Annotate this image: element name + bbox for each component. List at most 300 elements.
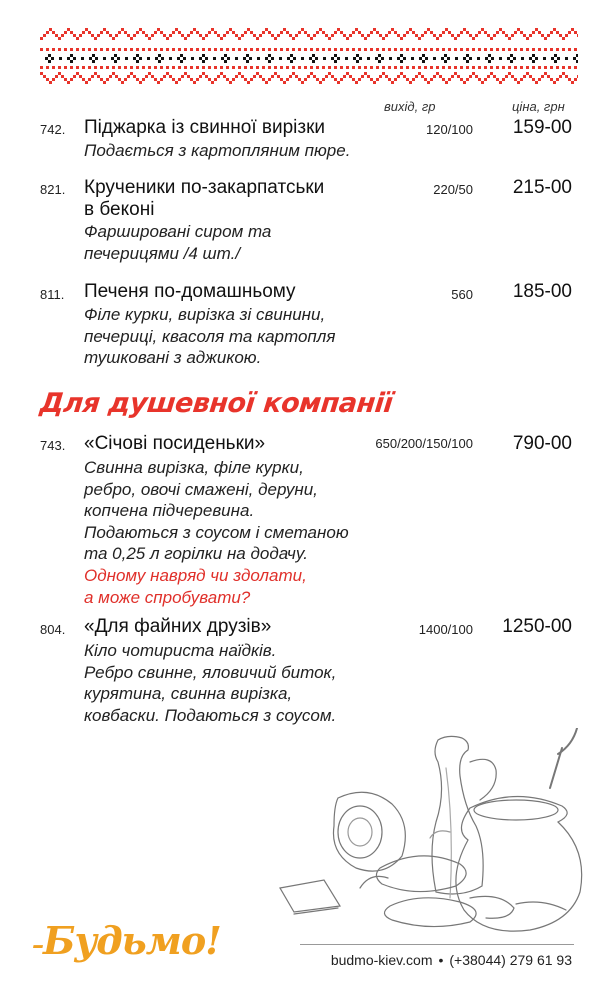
ornament-stitch [448,66,451,69]
ornament-stitch [256,37,259,40]
phone-number[interactable]: (+38044) 279 61 93 [449,952,572,968]
ornament-stitch [139,81,142,84]
item-weight: 220/50 [433,182,473,197]
ornament-stitch [280,31,283,34]
ornament-stitch [490,66,493,69]
ornament-stitch [49,81,52,84]
ornament-stitch [355,28,358,31]
ornament-stitch [411,57,414,60]
ornament-stitch [391,81,394,84]
ornament-stitch [172,78,175,81]
ornament-stitch [169,57,172,60]
ornament-stitch [517,28,520,31]
ornament-stitch [199,34,202,37]
ornament-stitch [577,75,578,78]
ornament-stitch [91,34,94,37]
ornament-stitch [238,66,241,69]
ornament-stitch [166,48,169,51]
ornament-stitch [485,57,488,60]
item-description: Фаршировані сиром та печерицями /4 шт./ [84,222,272,263]
ornament-stitch [85,81,88,84]
ornament-stitch [574,48,577,51]
ornament-stitch [439,75,442,78]
ornament-stitch [88,48,91,51]
ornament-stitch [574,78,577,81]
ornament-stitch [478,48,481,51]
ornament-stitch [334,31,337,34]
item-note: Одному навряд чи здолати, а може спробувати? [84,566,307,607]
ornament-stitch [562,66,565,69]
ornament-stitch [557,57,560,60]
ornament-stitch [502,48,505,51]
ornament-stitch [247,81,250,84]
ornament-stitch [52,66,55,69]
ornament-stitch [136,66,139,69]
ornament-stitch [292,66,295,69]
ornament-stitch [457,75,460,78]
ornament-stitch [187,75,190,78]
ornament-stitch [556,31,559,34]
ornament-stitch [394,78,397,81]
ornament-stitch [94,72,97,75]
ornament-stitch [499,57,502,60]
ornament-stitch [227,57,230,60]
ornament-stitch [147,57,150,60]
item-price: 790-00 [512,433,572,454]
ornament-stitch [334,54,337,57]
ornament-stitch [58,66,61,69]
ornament-stitch [250,78,253,81]
ornament-stitch [49,28,52,31]
ornament-stitch [274,48,277,51]
ornament-stitch [307,34,310,37]
ornament-stitch [280,66,283,69]
ornament-stitch [250,48,253,51]
ornament-stitch [337,57,340,60]
ornament-stitch [455,57,458,60]
ornament-stitch [48,60,51,63]
ornament-stitch [422,60,425,63]
ornament-stitch [316,66,319,69]
ornament-stitch [259,75,262,78]
ornament-stitch [190,66,193,69]
ornament-stitch [466,54,469,57]
ornament-stitch [58,48,61,51]
ornament-stitch [304,78,307,81]
ornament-stitch [547,75,550,78]
ornament-stitch [535,28,538,31]
ornament-stitch [514,48,517,51]
ornament-stitch [475,34,478,37]
ornament-stitch [460,78,463,81]
ornament-stitch [511,75,514,78]
ornament-stitch [76,37,79,40]
ornament-stitch [484,48,487,51]
ornament-stitch [157,81,160,84]
ornament-stitch [422,54,425,57]
ornament-stitch [229,81,232,84]
ornament-stitch [133,34,136,37]
ornament-stitch [181,34,184,37]
ornament-stitch [127,75,130,78]
ornament-stitch [166,72,169,75]
ornament-stitch [319,81,322,84]
ornament-stitch [370,78,373,81]
ornament-stitch [166,66,169,69]
ornament-stitch [484,78,487,81]
ornament-stitch [400,54,403,57]
ornament-stitch [574,31,577,34]
ornament-stitch [48,54,51,57]
ornament-stitch [298,78,301,81]
ornament-stitch [436,37,439,40]
ornament-stitch [454,72,457,75]
ornament-stitch [466,78,469,81]
ornament-stitch [427,28,430,31]
ornament-stitch [526,72,529,75]
ornament-stitch [355,81,358,84]
ornament-stitch [82,78,85,81]
ornament-stitch [493,75,496,78]
ornament-stitch [353,57,356,60]
ornament-stitch [214,78,217,81]
ornament-stitch [562,37,565,40]
ornament-stitch [298,48,301,51]
ornament-stitch [130,72,133,75]
item-weight: 560 [451,287,473,302]
ornament-stitch [145,34,148,37]
ornament-stitch [95,57,98,60]
ornament-stitch [412,31,415,34]
ornament-stitch [424,78,427,81]
ornament-stitch [40,37,43,40]
ornament-stitch [154,48,157,51]
ornament-stitch [268,54,271,57]
ornament-stitch [58,37,61,40]
ornament-stitch [244,48,247,51]
ornament-stitch [265,28,268,31]
ornament-stitch [124,31,127,34]
ornament-stitch [70,66,73,69]
ornament-stitch [400,66,403,69]
ornament-stitch [442,66,445,69]
ornament-stitch [211,28,214,31]
ornament-stitch [158,54,161,57]
ornament-stitch [142,48,145,51]
embroidery-ornament-border [40,28,578,88]
ornament-stitch [112,48,115,51]
ornament-stitch [496,31,499,34]
ornament-stitch [373,81,376,84]
ornament-stitch [196,66,199,69]
ornament-stitch [496,66,499,69]
ornament-stitch [571,81,574,84]
ornament-stitch [447,57,450,60]
ornament-stitch [73,57,76,60]
ornament-stitch [310,37,313,40]
ornament-stitch [187,34,190,37]
ornament-stitch [118,31,121,34]
ornament-stitch [469,57,472,60]
ornament-stitch [409,28,412,31]
ornament-stitch [532,31,535,34]
ornament-stitch [400,48,403,51]
ornament-stitch [442,48,445,51]
ornament-stitch [52,31,55,34]
ornament-stitch [226,66,229,69]
ornament-stitch [487,34,490,37]
ornament-stitch [293,57,296,60]
ornament-stitch [111,57,114,60]
ornament-stitch [43,75,46,78]
ornament-stitch [576,60,578,63]
ornament-stitch [136,48,139,51]
ornament-stitch [290,54,293,57]
ornament-stitch [196,48,199,51]
ornament-stitch [223,34,226,37]
ornament-stitch [226,48,229,51]
ornament-stitch [250,66,253,69]
price-column-header: ціна, грн [512,99,565,114]
ornament-stitch [340,66,343,69]
ornament-stitch [130,48,133,51]
ornament-stitch [514,66,517,69]
ornament-stitch [154,31,157,34]
ornament-stitch [419,57,422,60]
ornament-stitch [118,48,121,51]
ornament-stitch [103,28,106,31]
ornament-stitch [202,66,205,69]
ornament-stitch [334,78,337,81]
ornament-stitch [358,31,361,34]
ornament-stitch [268,66,271,69]
ornament-stitch [292,72,295,75]
ornament-stitch [328,66,331,69]
ornament-stitch [94,48,97,51]
ornament-stitch [139,28,142,31]
ornament-stitch [136,78,139,81]
ornament-stitch [52,48,55,51]
ornament-stitch [475,75,478,78]
ornament-stitch [67,57,70,60]
ornament-stitch [124,78,127,81]
ornament-stitch [142,66,145,69]
ornament-stitch [190,78,193,81]
ornament-stitch [178,66,181,69]
ornament-stitch [100,78,103,81]
ornament-stitch [521,57,524,60]
ornament-stitch [114,54,117,57]
ornament-stitch [439,34,442,37]
ornament-stitch [163,34,166,37]
ornament-stitch [241,75,244,78]
separator-dot: • [438,952,444,968]
ornament-stitch [180,60,183,63]
ornament-stitch [253,75,256,78]
ornament-stitch [388,78,391,81]
ornament-stitch [442,78,445,81]
ornament-stitch [517,81,520,84]
ornament-stitch [550,31,553,34]
ornament-stitch [425,57,428,60]
ornament-stitch [70,78,73,81]
ornament-stitch [136,60,139,63]
ornament-stitch [478,66,481,69]
footer-divider [300,944,574,945]
ornament-stitch [526,48,529,51]
ornament-stitch [502,31,505,34]
ornament-stitch [472,48,475,51]
ornament-stitch [208,48,211,51]
ornament-stitch [262,66,265,69]
ornament-stitch [466,60,469,63]
ornament-stitch [70,54,73,57]
ornament-stitch [316,48,319,51]
ornament-stitch [511,34,514,37]
ornament-stitch [364,37,367,40]
ornament-stitch [508,72,511,75]
ornament-stitch [472,66,475,69]
ornament-stitch [73,75,76,78]
ornament-stitch [535,57,538,60]
ornament-stitch [259,34,262,37]
ornament-stitch [391,28,394,31]
ornament-stitch [376,66,379,69]
ornament-stitch [253,34,256,37]
ornament-stitch [472,37,475,40]
ornament-stitch [118,66,121,69]
ornament-stitch [301,28,304,31]
ornament-stitch [316,31,319,34]
item-price: 185-00 [512,281,572,302]
ornament-stitch [70,48,73,51]
ornament-stitch [490,37,493,40]
ornament-stitch [513,57,516,60]
ornament-stitch [463,28,466,31]
ornament-stitch [358,48,361,51]
ornament-stitch [112,37,115,40]
ornament-stitch [532,54,535,57]
website-link[interactable]: budmo-kiev.com [330,952,433,968]
ornament-stitch [381,57,384,60]
ornament-stitch [556,66,559,69]
ornament-stitch [115,34,118,37]
ornament-stitch [279,57,282,60]
ornament-stitch [280,48,283,51]
ornament-stitch [415,75,418,78]
ornament-stitch [418,48,421,51]
ornament-stitch [70,31,73,34]
ornament-stitch [55,75,58,78]
ornament-stitch [249,57,252,60]
ornament-stitch [388,66,391,69]
ornament-stitch [208,66,211,69]
ornament-stitch [106,78,109,81]
ornament-stitch [172,66,175,69]
ornament-stitch [323,57,326,60]
ornament-stitch [334,66,337,69]
ornament-stitch [433,34,436,37]
ornament-stitch [235,34,238,37]
ornament-stitch [183,57,186,60]
ornament-stitch [117,57,120,60]
ornament-stitch [472,72,475,75]
ornament-stitch [508,66,511,69]
ornament-stitch [100,31,103,34]
ornament-stitch [568,78,571,81]
ornament-stitch [103,81,106,84]
item-number: 742. [40,122,66,137]
ornament-stitch [568,48,571,51]
ornament-stitch [331,57,334,60]
ornament-stitch [361,34,364,37]
ornament-stitch [382,48,385,51]
ornament-stitch [418,66,421,69]
item-number: 743. [40,438,66,453]
ornament-stitch [214,66,217,69]
ornament-stitch [136,54,139,57]
item-number: 811. [40,287,65,302]
ornament-stitch [493,34,496,37]
ornament-stitch [180,54,183,57]
ornament-stitch [274,72,277,75]
ornament-stitch [271,57,274,60]
ornament-stitch [256,72,259,75]
ornament-stitch [196,31,199,34]
ornament-stitch [177,57,180,60]
ornament-stitch [244,78,247,81]
ornament-stitch [112,66,115,69]
ornament-stitch [418,72,421,75]
ornament-stitch [130,37,133,40]
ornament-stitch [532,48,535,51]
ornament-stitch [469,34,472,37]
ornament-stitch [160,66,163,69]
ornament-stitch [304,66,307,69]
ornament-stitch [541,34,544,37]
ornament-stitch [114,60,117,63]
item-price: 215-00 [512,177,572,198]
ornament-stitch [125,57,128,60]
ornament-stitch [76,48,79,51]
item-description: Подається з картопляним пюре. [84,141,351,160]
ornament-stitch [565,57,568,60]
ornament-stitch [158,60,161,63]
ornament-stitch [238,37,241,40]
ornament-stitch [403,57,406,60]
ornament-stitch [412,66,415,69]
item-number: 804. [40,622,66,637]
ornament-stitch [397,34,400,37]
ornament-stitch [217,34,220,37]
ornament-stitch [133,75,136,78]
ornament-stitch [565,75,568,78]
ornament-stitch [283,81,286,84]
ornament-stitch [448,48,451,51]
ornament-stitch [418,37,421,40]
ornament-stitch [175,28,178,31]
ornament-stitch [427,81,430,84]
item-weight: 120/100 [426,122,473,137]
ornament-stitch [58,72,61,75]
ornament-stitch [205,34,208,37]
ornament-stitch [262,78,265,81]
ornament-stitch [382,37,385,40]
ornament-stitch [310,48,313,51]
ornament-stitch [199,75,202,78]
ornament-stitch [89,57,92,60]
ornament-stitch [265,57,268,60]
